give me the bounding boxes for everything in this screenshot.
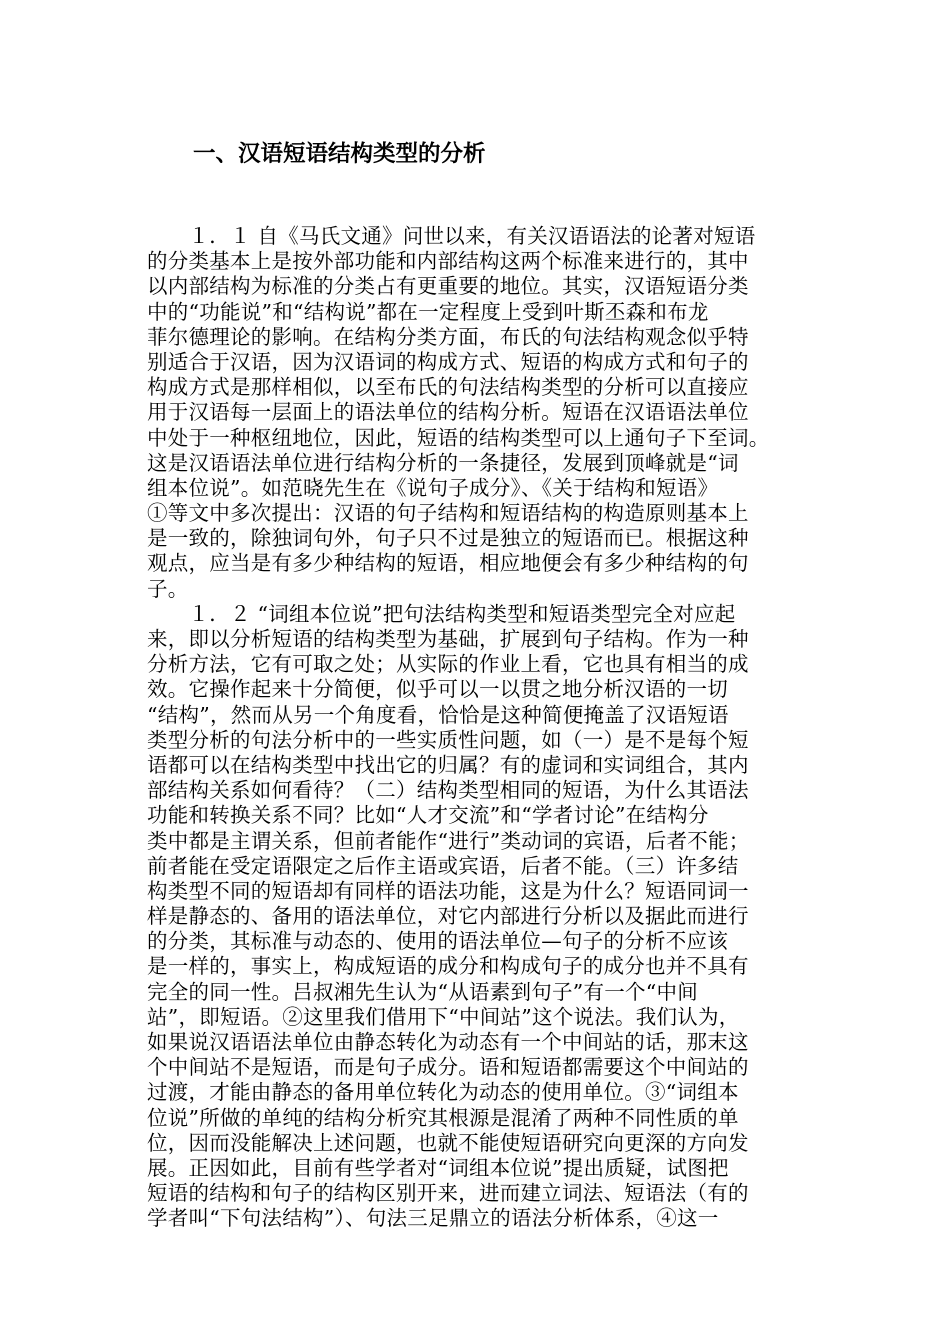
text-line: 中的“功能说”和“结构说”都在一定程度上受到叶斯丕森和布龙	[147, 299, 709, 324]
text-line: 功能和转换关系不同？比如“人才交流”和“学者讨论”在结构分	[147, 803, 709, 828]
text-line: 观点，应当是有多少种结构的短语，相应地便会有多少种结构的句	[147, 551, 749, 576]
text-line: 语都可以在结构类型中找出它的归属？有的虚词和实词组合，其内	[147, 752, 749, 777]
text-line: 站”，即短语。②这里我们借用下“中间站”这个说法。我们认为，	[147, 1004, 740, 1029]
text-line: 的分类基本上是按外部功能和内部结构这两个标准来进行的，其中	[147, 249, 749, 274]
text-line: 位说”所做的单纯的结构分析究其根源是混淆了两种不同性质的单	[147, 1105, 739, 1130]
text-line: 短语的结构和句子的结构区别开来，进而建立词法、短语法（有的	[147, 1181, 749, 1206]
text-line: ①等文中多次提出：汉语的句子结构和短语结构的构造原则基本上	[147, 501, 749, 526]
text-line: 菲尔德理论的影响。在结构分类方面，布氏的句法结构观念似乎特	[147, 324, 749, 349]
text-line: １．２ “词组本位说”把句法结构类型和短语类型完全对应起	[147, 601, 736, 626]
text-line: 展。正因如此，目前有些学者对“词组本位说”提出质疑，试图把	[147, 1155, 729, 1180]
text-line: 以内部结构为标准的分类占有更重要的地位。其实，汉语短语分类	[147, 274, 749, 299]
text-line: 构成方式是那样相似，以至布氏的句法结构类型的分析可以直接应	[147, 375, 749, 400]
text-line: 构类型不同的短语却有同样的语法功能，这是为什么？短语同词一	[147, 878, 749, 903]
text-line: 部结构关系如何看待？（二）结构类型相同的短语，为什么其语法	[147, 778, 749, 803]
text-line: １．１ 自《马氏文通》问世以来，有关汉语语法的论著对短语	[147, 224, 756, 248]
text-line: 如果说汉语语法单位由静态转化为动态有一个中间站的话，那末这	[147, 1030, 749, 1054]
text-line: 类中都是主谓关系，但前者能作“进行”类动词的宾语，后者不能；	[147, 828, 750, 853]
paragraph-1-1	[147, 224, 807, 602]
text-line: 类型分析的句法分析中的一些实质性问题，如（一）是不是每个短	[147, 727, 749, 752]
text-line: 是一致的，除独词句外，句子只不过是独立的短语而已。根据这种	[147, 526, 749, 551]
text-line: 这是汉语语法单位进行结构分析的一条捷径，发展到顶峰就是“词	[147, 450, 739, 475]
text-line: 样是静态的、备用的语法单位，对它内部进行分析以及据此而进行	[147, 904, 749, 929]
text-line: 用于汉语每一层面上的语法单位的结构分析。短语在汉语语法单位	[147, 400, 749, 425]
text-line: 别适合于汉语，因为汉语词的构成方式、短语的构成方式和句子的	[147, 349, 749, 374]
text-line: 学者叫“下句法结构”）、句法三足鼎立的语法分析体系，④这一	[147, 1206, 719, 1231]
paragraph-1-2	[147, 602, 807, 1232]
text-line: 效。它操作起来十分简便，似乎可以一以贯之地分析汉语的一切	[147, 677, 728, 702]
text-line: 中处于一种枢纽地位，因此，短语的结构类型可以上通句子下至词。	[147, 425, 770, 450]
text-line: 子。	[147, 576, 189, 601]
text-line: 位，因而没能解决上述问题，也就不能使短语研究向更深的方向发	[147, 1130, 749, 1155]
text-line: 的分类，其标准与动态的、使用的语法单位—句子的分析不应该	[147, 929, 728, 954]
text-line: 个中间站不是短语，而是句子成分。语和短语都需要这个中间站的	[147, 1055, 749, 1080]
text-line: 组本位说”。如范晓先生在《说句子成分》、《关于结构和短语》	[147, 475, 719, 500]
body-text	[147, 224, 807, 1232]
text-line: 来，即以分析短语的结构类型为基础，扩展到句子结构。作为一种	[147, 627, 749, 651]
text-line: 前者能在受定语限定之后作主语或宾语，后者不能。（三）许多结	[147, 853, 739, 878]
text-line: 过渡，才能由静态的备用单位转化为动态的使用单位。③“词组本	[147, 1080, 739, 1105]
text-line: 是一样的，事实上，构成短语的成分和构成句子的成分也并不具有	[147, 954, 749, 979]
text-line: 完全的同一性。吕叔湘先生认为“从语素到句子”有一个“中间	[147, 979, 698, 1004]
text-line: 分析方法，它有可取之处；从实际的作业上看，它也具有相当的成	[147, 652, 749, 677]
text-line: “结构”，然而从另一个角度看，恰恰是这种简便掩盖了汉语短语	[147, 702, 729, 727]
section-heading: 一、汉语短语结构类型的分析	[193, 141, 486, 167]
